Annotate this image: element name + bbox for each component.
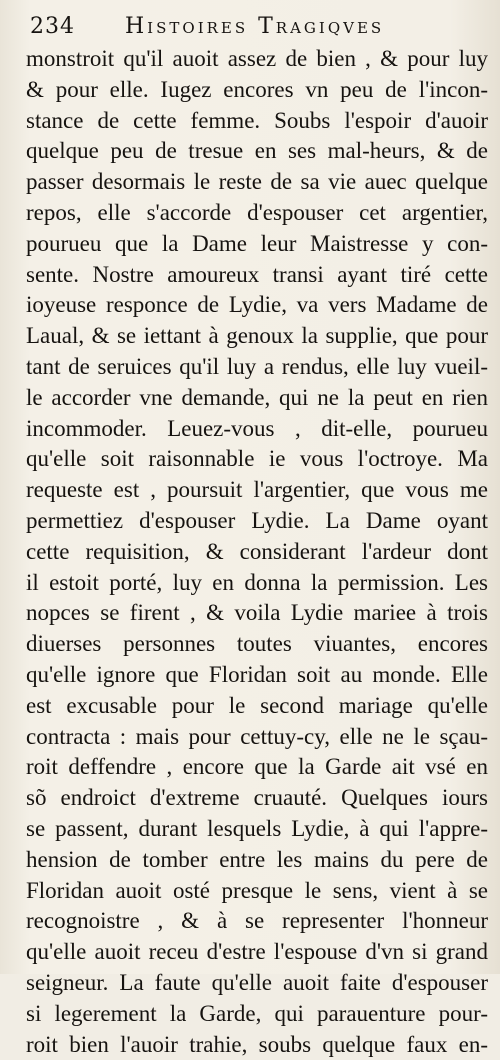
- text-line: seigneur. La faute qu'elle auoit faite d'espouser: [26, 968, 488, 999]
- text-line: hension de tomber entre les mains du pere de: [26, 845, 488, 876]
- text-line: nopces se firent , & voila Lydie mariee à trois: [26, 598, 488, 629]
- text-line: roit deffendre , encore que la Garde ait vsé en: [26, 752, 488, 783]
- text-line: Floridan auoit osté presque le sens, vient à se: [26, 876, 488, 907]
- page-number: 234: [30, 14, 75, 39]
- text-line: repos, elle s'accorde d'espouser cet argentier,: [26, 198, 488, 229]
- text-line: cette requisition, & considerant l'ardeur dont: [26, 537, 488, 568]
- text-line: ioyeuse responce de Lydie, va vers Madame de: [26, 290, 488, 321]
- running-head: Histoires Tragiqves: [125, 14, 384, 39]
- text-line: stance de cette femme. Soubs l'espoir d'auoir: [26, 106, 488, 137]
- text-line: il estoit porté, luy en donna la permission. Les: [26, 568, 488, 599]
- text-line: & pour elle. Iugez encores vn peu de l'incon-: [26, 75, 488, 106]
- text-line: Laual, & se iettant à genoux la supplie, que pour: [26, 321, 488, 352]
- text-line: qu'elle ignore que Floridan soit au monde. Elle: [26, 660, 488, 691]
- body-text: [26, 44, 488, 1060]
- text-line: recognoistre , & à se representer l'honneur: [26, 906, 488, 937]
- text-line: passer desormais le reste de sa vie auec quelque: [26, 167, 488, 198]
- text-line: pourueu que la Dame leur Maistresse y con-: [26, 229, 488, 260]
- text-line: roit bien l'auoir trahie, soubs quelque faux en-: [26, 1030, 488, 1060]
- text-line: requeste est , poursuit l'argentier, que vous me: [26, 475, 488, 506]
- page-header: [30, 14, 480, 44]
- text-line: diuerses personnes toutes viuantes, encores: [26, 629, 488, 660]
- text-line: est excusable pour le second mariage qu'elle: [26, 691, 488, 722]
- text-line: incommoder. Leuez-vous , dit-elle, pourueu: [26, 414, 488, 445]
- text-line: permettiez d'espouser Lydie. La Dame oyant: [26, 506, 488, 537]
- text-line: monstroit qu'il auoit assez de bien , & pour luy: [26, 44, 488, 75]
- text-line: qu'elle soit raisonnable ie vous l'octroye. Ma: [26, 444, 488, 475]
- text-line: se passent, durant lesquels Lydie, à qui l'appre-: [26, 814, 488, 845]
- text-line: tant de seruices qu'il luy a rendus, elle luy vueil-: [26, 352, 488, 383]
- text-line: sõ endroict d'extreme cruauté. Quelques iours: [26, 783, 488, 814]
- text-line: si legerement la Garde, qui parauenture pour-: [26, 999, 488, 1030]
- text-line: le accorder vne demande, qui ne la peut en rien: [26, 383, 488, 414]
- text-line: quelque peu de tresue en ses mal-heurs, & de: [26, 136, 488, 167]
- text-line: contracta : mais pour cettuy-cy, elle ne le sçau-: [26, 722, 488, 753]
- text-line: sente. Nostre amoureux transi ayant tiré cette: [26, 260, 488, 291]
- text-line: qu'elle auoit receu d'estre l'espouse d'vn si grand: [26, 937, 488, 968]
